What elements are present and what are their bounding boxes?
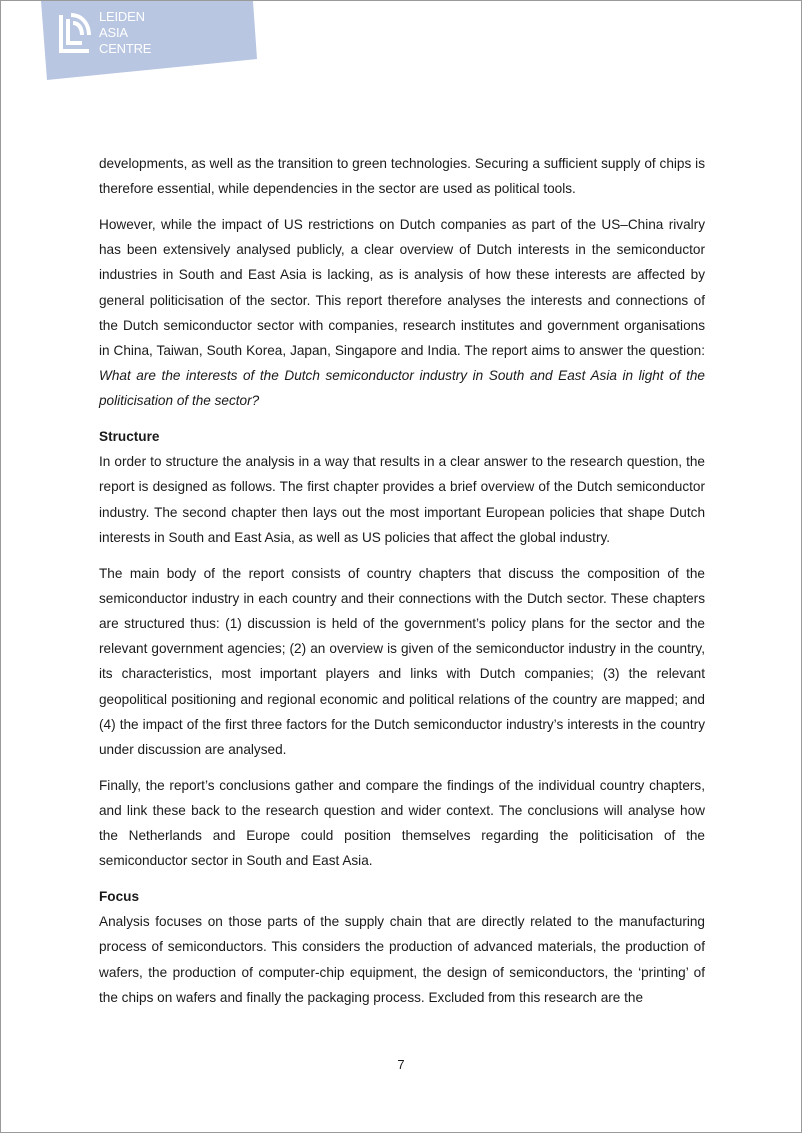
paragraph-intro-continued: developments, as well as the transition to green technologies. Securing a sufficient supply of chips is therefore essential, while dependencies in the sector are used as political tools.	[99, 156, 705, 197]
page-number: 7	[397, 1057, 405, 1072]
logo-line-centre: CENTRE	[99, 41, 152, 56]
logo-line-asia: ASIA	[99, 25, 128, 40]
paragraph-structure: In order to structure the analysis in a way that results in a clear answer to the research question, the report is designed as follows. The first chapter provides a brief overview of the Dutch semiconductor industry. The second chapter then lays out the most important European policies that shape Dutch interests in South and East Asia, as well as US policies that affect the global industry.	[99, 454, 705, 545]
leiden-asia-centre-logo	[41, 1, 257, 81]
research-context-text: However, while the impact of US restrictions on Dutch companies as part of the US–China rivalry has been extensively analysed publicly, a clear overview of Dutch interests in the semiconductor industries in South and East Asia is lacking, as is analysis of how these interests are affected by general politicisation of the sector. This report therefore analyses the interests and connections of the Dutch semiconductor sector with companies, research institutes and government organisations in China, Taiwan, South Korea, Japan, Singapore and India. The report aims to answer the question:	[99, 216, 705, 358]
paragraph-research-question	[99, 212, 705, 414]
heading-structure: Structure	[99, 429, 160, 445]
body-text	[99, 151, 705, 1010]
research-question-text: What are the interests of the Dutch semiconductor industry in South and East Asia in light of the politicisation of the sector?	[99, 368, 705, 409]
logo-wordmark	[99, 9, 151, 57]
logo-line-leiden: LEIDEN	[99, 9, 145, 24]
paragraph-focus: Analysis focuses on those parts of the supply chain that are directly related to the manufacturing process of semiconductors. This considers the production of advanced materials, the production of wafers, the production of computer-chip equipment, the design of semiconductors, the ‘printing’ of the chips on wafers and finally the packaging process. Excluded from this research are the	[99, 914, 705, 1005]
paragraph-conclusions: Finally, the report’s conclusions gather and compare the findings of the individual country chapters, and link these back to the research question and wider context. The conclusions will analyse how the Netherlands and Europe could position themselves regarding the politicisation of the semiconductor sector in South and East Asia.	[99, 777, 705, 869]
heading-focus: Focus	[99, 888, 140, 904]
paragraph-country-chapters: The main body of the report consists of country chapters that discuss the composition of the semiconductor industry in each country and their connections with the Dutch sector. These chapters are structured thus: (1) discussion is held of the government’s policy plans for the sector and the relevant government agencies; (2) an overview is given of the semiconductor industry in the country, its characteristics, most important players and links with Dutch companies; (3) the relevant geopolitical positioning and regional economic and political relations of the country are mapped; and (4) the impact of the first three factors for the Dutch semiconductor industry’s interests in the country under discussion are analysed.	[99, 565, 705, 757]
